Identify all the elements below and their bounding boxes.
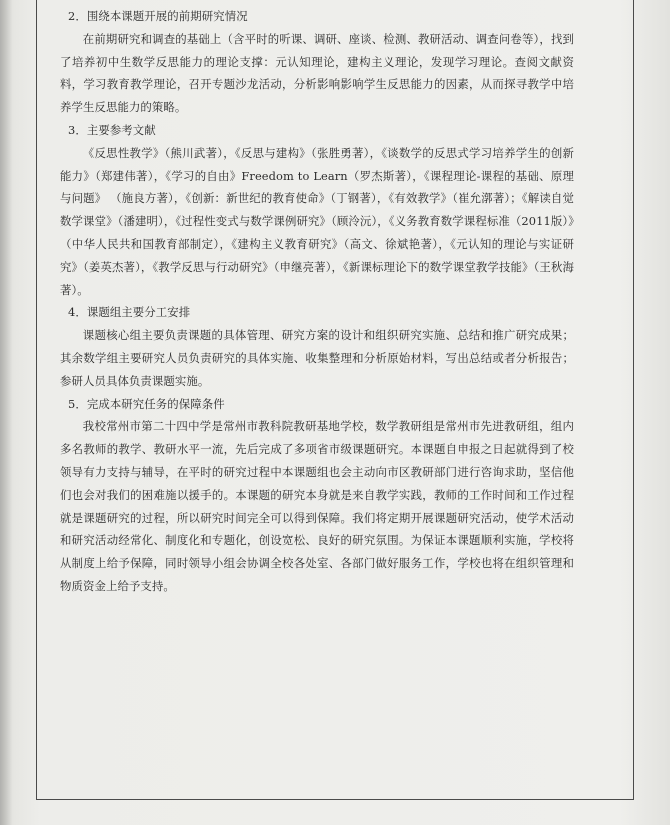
document-body bbox=[60, 5, 574, 598]
section-3-body: 《反思性教学》（熊川武著），《反思与建构》（张胜勇著），《谈数学的反思式学习培养学生的创新能力》（郑建伟著），《学习的自由》Freedom to Learn（罗杰斯著），《课程理论-课程的基础、原理与问题》 （施良方著），《创新：新世纪的教育使命》（丁钢著），《有效教学》（崔允漷著）；《解读自觉数学课堂》（潘建明），《过程性变式与数学课例研究》（顾泠沅），《义务教育数学课程标准（2011版）》（中华人民共和国教育部制定），《建构主义教育研究》（高文、徐斌艳著），《元认知的理论与实证研究》（姜英杰著），《教学反思与行动研究》（申继亮著），《新课标理论下的数学课堂教学技能》（王秋海著）。 bbox=[60, 145, 575, 297]
section-2-heading: 2．围绕本课题开展的前期研究情况 bbox=[68, 9, 248, 23]
binding-shadow bbox=[0, 0, 12, 825]
section-3-heading: 3．主要参考文献 bbox=[68, 122, 156, 137]
section-4-body: 课题核心组主要负责课题的具体管理、研究方案的设计和组织研究实施、总结和推广研究成果；其余数学组主要研究人员负责研究的具体实施、收集整理和分析原始材料，写出总结或者分析报告；参研人员具体负责课题实施。 bbox=[60, 328, 574, 388]
section-4-heading: 4．课题组主要分工安排 bbox=[68, 305, 191, 320]
section-5-heading: 5．完成本研究任务的保障条件 bbox=[68, 396, 225, 411]
section-2-body: 在前期研究和调查的基础上（含平时的听课、调研、座谈、检测、教研活动、调查问卷等），找到了培养初中生数学反思能力的理论支撑：元认知理论，建构主义理论，发现学习理论。查阅文献资料，学习教育教学理论，召开专题沙龙活动，分析影响影响学生反思能力的因素，从而探寻教学中培养学生反思能力的策略。 bbox=[60, 31, 574, 115]
section-5-body: 我校常州市第二十四中学是常州市教科院教研基地学校，数学教研组是常州市先进教研组，组内多名教师的教学、教研水平一流，先后完成了多项省市级课题研究。本课题自申报之日起就得到了校领导有力支持与辅导，在平时的研究过程中本课题组也会主动向市区教研部门进行咨询求助，坚信他们也会对我们的困难施以援手的。本课题的研究本身就是来自教学实践，教师的工作时间和工作过程就是课题研究的过程，所以研究时间完全可以得到保障。我们将定期开展课题研究活动，使学术活动和研究活动经常化、制度化和专题化，创设宽松、良好的研究氛围。为保证本课题顺利实施，学校将从制度上给予保障，同时领导小组会协调全校各处室、各部门做好服务工作，学校也将在组织管理和物质资金上给予支持。 bbox=[60, 419, 574, 593]
